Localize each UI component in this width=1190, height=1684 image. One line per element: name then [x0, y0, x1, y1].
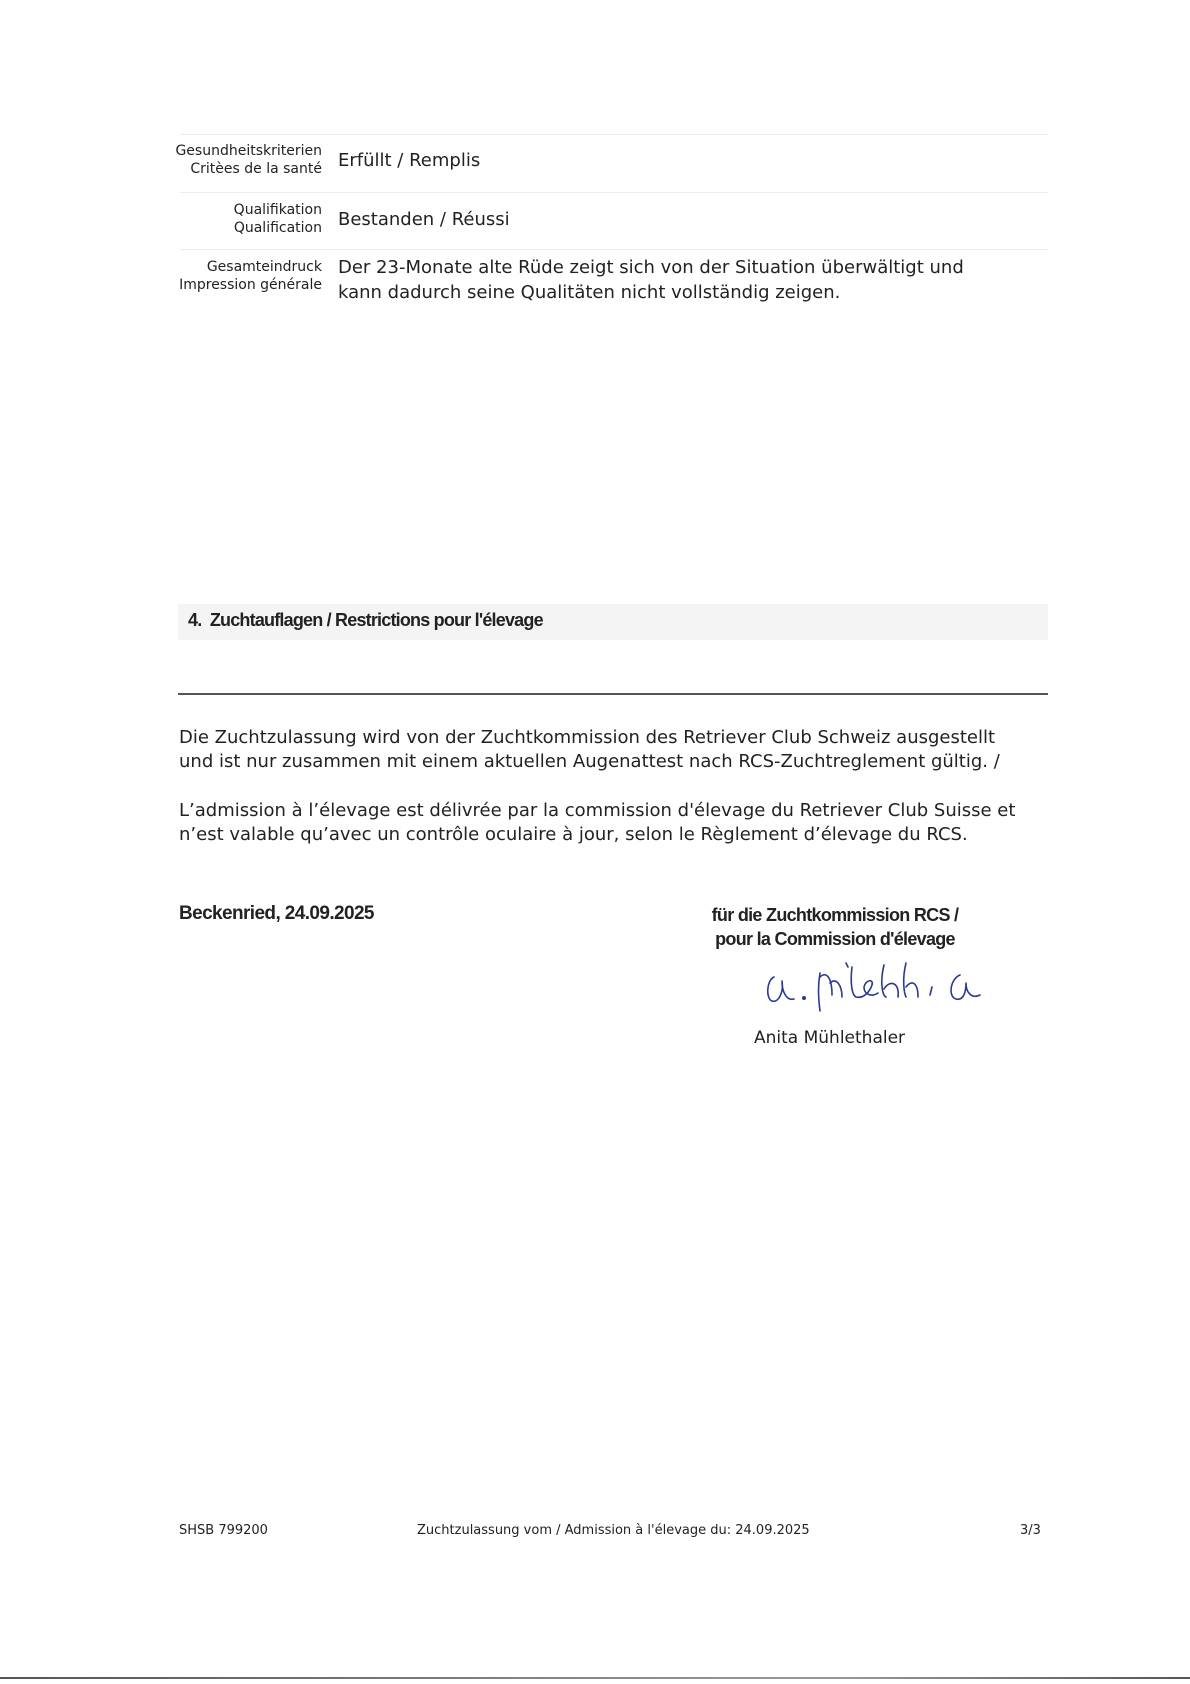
handwritten-signature: [760, 955, 1050, 1015]
notice-line: L’admission à l’élevage est délivrée par la commission d'élevage du Retriever Club Suisse et: [179, 800, 1016, 821]
signature-stroke: [819, 973, 843, 1011]
criteria-label: [160, 258, 338, 305]
footer-page-number: 3/3: [1020, 1523, 1041, 1538]
criteria-label: [160, 201, 338, 237]
section-rule: [178, 693, 1048, 695]
label-fr: Qualification: [233, 220, 322, 236]
section-label: Zuchtauflagen / Restrictions pour l'élevage: [209, 610, 543, 630]
notice-fr: [179, 799, 1059, 847]
signature-stroke: [930, 987, 932, 995]
label-fr: Impression générale: [179, 277, 322, 293]
place-date: Beckenried, 24.09.2025: [179, 903, 374, 924]
notice-de: [179, 726, 1059, 774]
signature-stroke: [846, 963, 848, 967]
criteria-row-health: [160, 142, 1050, 178]
footer-admission-date: Zuchtzulassung vom / Admission à l'élevage du: 24.09.2025: [417, 1523, 810, 1538]
separator: [180, 192, 1048, 193]
signature-stroke: [882, 965, 898, 997]
label-de: Qualifikation: [233, 202, 322, 218]
signature-dot: [803, 997, 805, 999]
signature-stroke: [768, 977, 794, 1001]
footer-shsb: SHSB 799200: [179, 1523, 268, 1538]
section-title: [188, 608, 543, 632]
value-line: kann dadurch seine Qualitäten nicht vollständig zeigen.: [338, 282, 841, 303]
label-de: Gesamteindruck: [206, 259, 322, 275]
label-de: Gesundheitskriterien: [175, 143, 322, 159]
criteria-value: Bestanden / Réussi: [338, 209, 510, 230]
criteria-row-qualification: [160, 201, 1050, 237]
authority-line: für die Zuchtkommission RCS /: [711, 905, 959, 925]
signature-authority: [680, 903, 990, 951]
separator: [180, 134, 1048, 135]
notice-line: n’est valable qu’avec un contrôle oculaire à jour, selon le Règlement d’élevage du RCS.: [179, 824, 968, 845]
signer-name: Anita Mühlethaler: [754, 1028, 906, 1048]
notice-line: Die Zuchtzulassung wird von der Zuchtkommission des Retriever Club Schweiz ausgestellt: [179, 727, 996, 748]
notice-line: und ist nur zusammen mit einem aktuellen Augenattest nach RCS-Zuchtreglement gültig. /: [179, 751, 1000, 772]
criteria-label: [160, 142, 338, 178]
scan-edge-line: [0, 1677, 1190, 1679]
value-line: Der 23-Monate alte Rüde zeigt sich von der Situation überwältigt und: [338, 257, 964, 278]
signature-stroke: [951, 975, 980, 999]
signature-stroke: [904, 963, 918, 997]
section-number: 4.: [188, 610, 202, 630]
separator: [180, 249, 1048, 250]
signature-stroke: [851, 967, 878, 997]
authority-line: pour la Commission d'élevage: [715, 929, 955, 949]
criteria-value: Erfüllt / Remplis: [338, 150, 481, 171]
criteria-row-overall: [160, 258, 1050, 305]
criteria-value: [338, 255, 964, 305]
label-fr: Critèes de la santé: [190, 161, 322, 177]
